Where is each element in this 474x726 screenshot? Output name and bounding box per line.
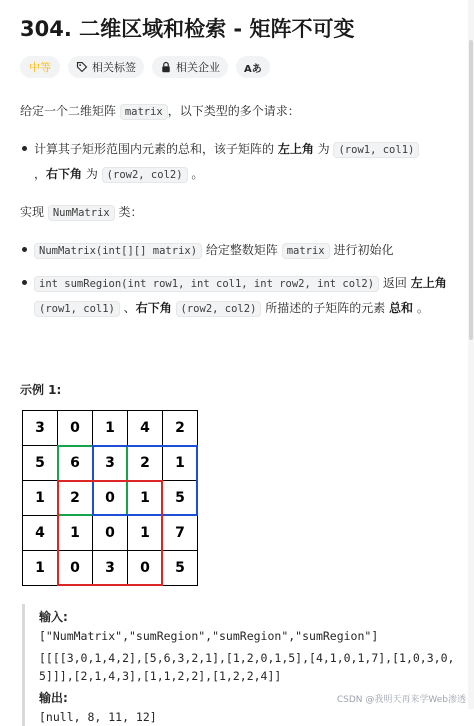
code-inline: int sumRegion(int row1, int col1, int row2, int col2) [34,276,379,292]
input-line-2: [[[[3,0,1,4,2],[5,6,3,2,1],[1,2,0,1,5],[4,1,0,1,7],[1,0,3,0,5]]],[2,1,4,3],[1,1,2,2],[1,2,2,4]] [39,651,455,683]
matrix-cell: 2 [58,481,93,516]
text: ， [34,167,47,181]
text: 给定一个二维矩阵 [20,104,120,118]
text: 。 [413,301,429,315]
text: 返回 [379,276,411,290]
text: 实现 [20,205,48,219]
code-inline: matrix [282,243,330,259]
problem-title: 304. 二维区域和检索 - 矩阵不可变 [20,17,355,41]
matrix-cell: 0 [58,411,93,446]
matrix-cell: 4 [128,411,163,446]
related-companies-label: 相关企业 [176,61,220,74]
matrix-cell: 5 [23,446,58,481]
matrix-cell: 3 [93,446,128,481]
matrix-grid [22,410,198,586]
code-inline: (row1, col1) [34,301,120,317]
related-companies-button[interactable] [152,56,228,78]
list-item [20,238,456,263]
bold-text: 总和 [389,301,414,315]
matrix-cell: 1 [93,411,128,446]
list-item [20,137,456,187]
request-list [20,137,456,187]
output-line: [null, 8, 11, 12] [39,710,157,724]
bold-text: 右下角 [46,167,83,181]
example-matrix-figure [22,410,198,586]
tag-bar [20,56,456,78]
text: 为 [82,167,102,181]
matrix-cell: 1 [58,516,93,551]
text: 为 [313,142,334,156]
matrix-cell: 5 [163,551,198,586]
output-label: 输出: [39,691,68,705]
matrix-cell: 7 [163,516,198,551]
text: 给定整数矩阵 [202,243,282,257]
translate-button[interactable] [236,56,270,78]
bullet [22,146,27,151]
matrix-cell: 1 [23,481,58,516]
matrix-cell: 6 [58,446,93,481]
matrix-cell: 5 [163,481,198,516]
scrollbar-thumb[interactable] [469,40,473,340]
tag-icon [76,61,88,73]
bold-text: 右下角 [135,301,172,315]
related-tags-label: 相关标签 [92,61,136,74]
bold-text: 左上角 [277,142,314,156]
example-io-block [22,604,456,726]
code-inline: (row2, col2) [176,301,262,317]
code-inline: (row1, col1) [333,142,419,158]
text: 所描述的子矩阵的元素 [261,301,390,315]
matrix-cell: 0 [128,551,163,586]
translate-icon: Aあ [244,63,262,75]
lock-icon [160,61,172,73]
matrix-cell: 3 [93,551,128,586]
matrix-cell: 1 [23,551,58,586]
related-tags-button[interactable] [68,56,144,78]
matrix-cell: 0 [58,551,93,586]
text: 计算其子矩形范围内元素的总和，该子矩阵的 [34,142,278,156]
bullet [22,247,27,252]
matrix-cell: 0 [93,516,128,551]
code-matrix: matrix [120,104,168,120]
text: 进行初始化 [329,243,394,257]
matrix-cell: 1 [128,481,163,516]
input-label: 输入: [39,610,68,624]
matrix-cell: 1 [163,446,198,481]
watermark: CSDN @我明天再来学Web渗透 [335,692,468,705]
text: 类： [114,205,143,219]
matrix-cell: 0 [93,481,128,516]
code-classname: NumMatrix [48,205,115,221]
description-implement [20,201,456,224]
text: 、 [119,301,136,315]
input-line-1: ["NumMatrix","sumRegion","sumRegion","sumRegion"] [39,629,379,643]
text: ，以下类型的多个请求： [167,104,300,118]
text [172,301,176,315]
code-inline: NumMatrix(int[][] matrix) [34,243,202,259]
example-title: 示例 1: [20,383,62,397]
matrix-cell: 4 [23,516,58,551]
matrix-cell: 2 [163,411,198,446]
scrollbar[interactable] [468,0,474,709]
description-intro [20,100,456,123]
method-list [20,238,456,321]
matrix-cell: 2 [128,446,163,481]
bold-text: 左上角 [410,276,447,290]
matrix-cell: 3 [23,411,58,446]
code-inline: (row2, col2) [102,167,188,183]
difficulty-badge[interactable]: 中等 [20,56,60,78]
text: 。 [187,167,204,181]
list-item [20,271,456,321]
bullet [22,280,27,285]
matrix-cell: 1 [128,516,163,551]
